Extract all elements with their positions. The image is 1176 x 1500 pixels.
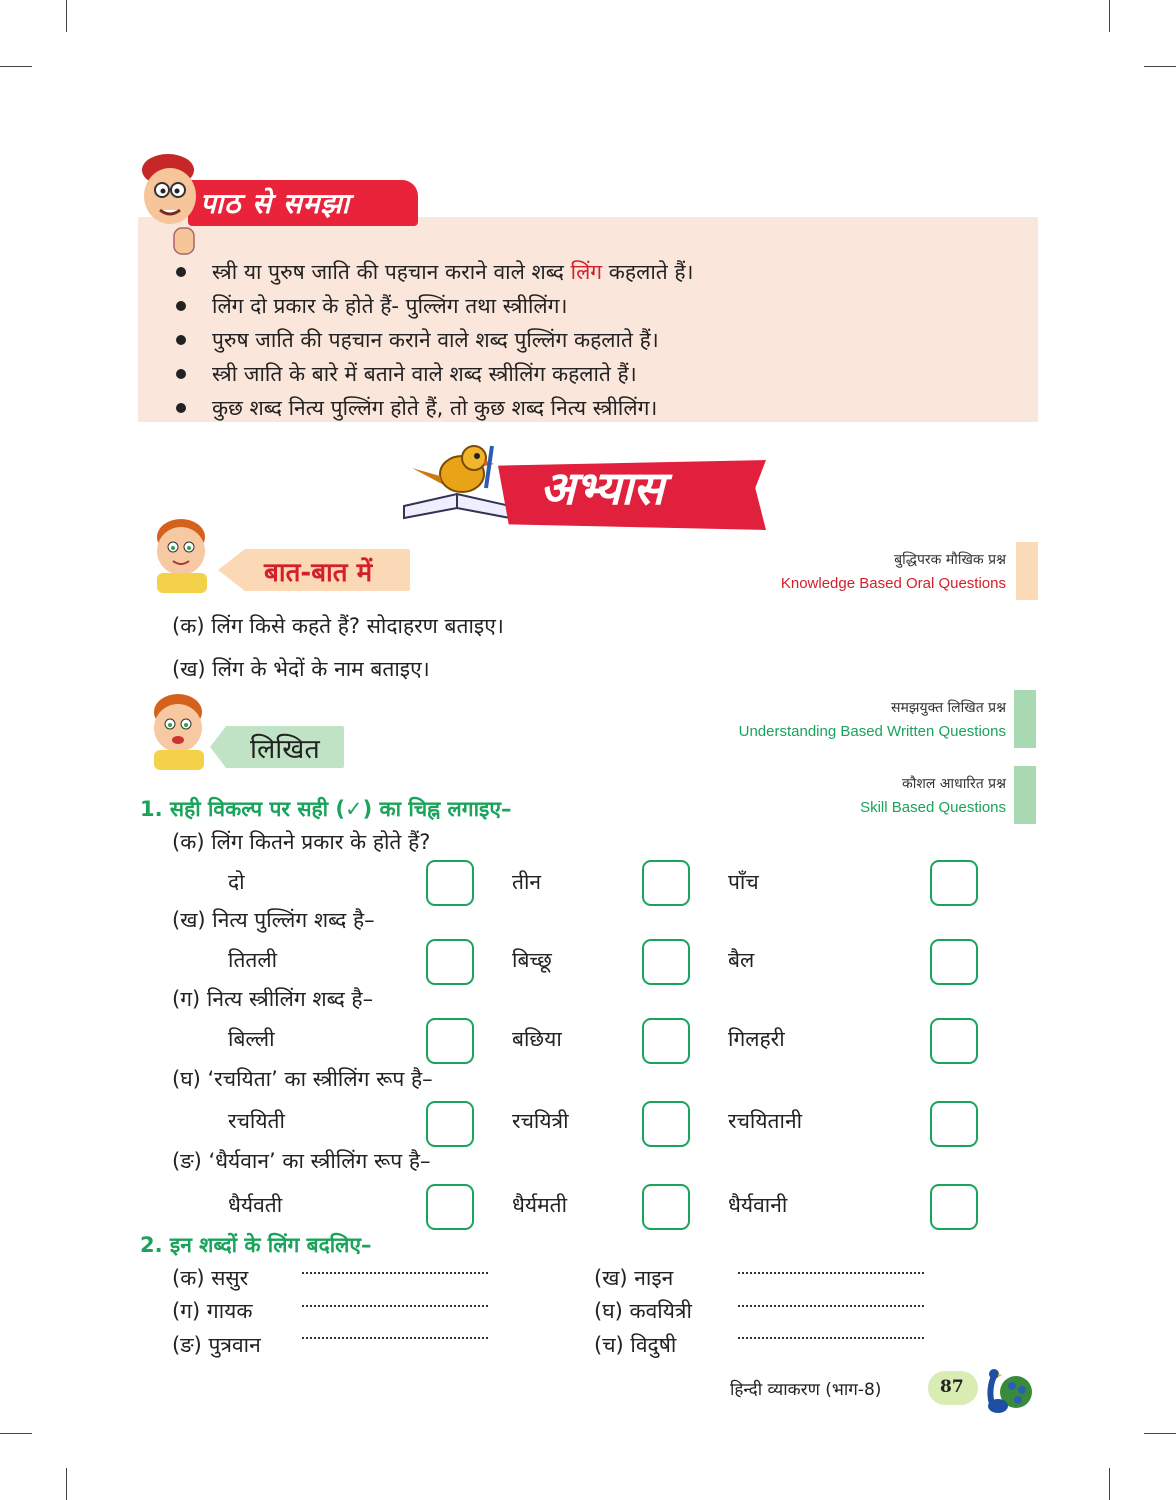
answer-blank[interactable] [302,1303,488,1307]
bullet-text: कुछ शब्द नित्य पुल्लिंग होते हैं, तो कुछ शब्द नित्य स्त्रीलिंग। [212,396,658,420]
question-text: ‘धैर्यवान’ का स्त्रीलिंग रूप है– [208,1149,431,1173]
summary-bullet [170,391,694,425]
answer-blank[interactable] [738,1335,924,1339]
bullet-text: लिंग दो प्रकार के होते हैं- पुल्लिंग तथा स्त्रीलिंग। [212,294,568,318]
question-marker: (च) [594,1333,624,1357]
question-text: नित्य स्त्रीलिंग शब्द है– [206,987,374,1011]
bullet-text: पुरुष जाति की पहचान कराने वाले शब्द पुल्लिंग कहलाते हैं। [212,328,659,352]
answer-checkbox[interactable] [426,1018,474,1064]
crop-mark [1109,0,1110,32]
word-text: पुत्रवान [208,1333,261,1357]
question-marker: (ग) [172,987,201,1011]
answer-blank[interactable] [302,1270,488,1274]
skill-type-hindi: कौशल आधारित प्रश्न [901,776,1006,792]
option-label: तीन [512,870,542,894]
q1-item [172,1147,431,1175]
book-title: हिन्दी व्याकरण (भाग-8) [730,1380,882,1400]
q2-heading: 2. इन शब्दों के लिंग बदलिए– [140,1233,372,1257]
option-label: धैर्यमती [512,1193,568,1217]
oral-type-hindi: बुद्धिपरक मौखिक प्रश्न [894,552,1006,568]
summary-title: पाठ से समझा [200,187,350,220]
q2-item [172,1331,261,1359]
option-label: बिच्छू [512,948,552,972]
bullet-dot-icon [176,403,186,413]
word-text: गायक [206,1299,253,1323]
option-label: धैर्यवानी [728,1193,788,1217]
oral-type-english: Knowledge Based Oral Questions [780,575,1006,592]
answer-checkbox[interactable] [930,860,978,906]
answer-checkbox[interactable] [426,939,474,985]
answer-checkbox[interactable] [426,1101,474,1147]
question-marker: (ख) [594,1266,628,1290]
word-text: कवयित्री [629,1299,692,1323]
oral-side-bar [1016,542,1038,600]
crop-mark [1144,1433,1176,1434]
answer-checkbox[interactable] [930,1101,978,1147]
q1-item [172,906,375,934]
option-label: धैर्यवती [228,1193,283,1217]
q2-item [594,1297,692,1325]
written-section-title: लिखित [250,734,320,765]
question-marker: (क) [172,830,205,854]
option-label: गिलहरी [728,1027,785,1051]
written-type-english: Understanding Based Written Questions [738,723,1006,740]
oral-question-type [781,550,1006,592]
option-label: रचयित्री [512,1109,569,1133]
written-type-hindi: समझयुक्त लिखित प्रश्न [891,700,1006,716]
summary-bullet [170,357,694,391]
written-question-type [739,698,1006,740]
answer-checkbox[interactable] [426,1184,474,1230]
answer-checkbox[interactable] [642,1018,690,1064]
q1-heading: 1. सही विकल्प पर सही (✓) का चिह्न लगाइए– [140,797,512,821]
oral-section-title: बात-बात में [264,558,373,588]
skill-side-bar [1014,766,1036,824]
q1-item [172,828,430,856]
answer-checkbox[interactable] [642,1184,690,1230]
page-number: 87 [940,1377,964,1397]
question-marker: (ङ) [172,1333,202,1357]
word-text: ससुर [211,1266,249,1290]
summary-bullet [170,255,694,289]
skill-type-english: Skill Based Questions [860,799,1006,816]
cartoon-boy-oral-illustration [143,515,223,593]
summary-list [170,255,694,425]
question-text: नित्य पुल्लिंग शब्द है– [212,908,375,932]
question-marker: (ख) [172,908,206,932]
crop-mark [0,66,32,67]
option-label: पाँच [728,870,759,894]
crop-mark [1109,1468,1110,1500]
question-text: लिंग के भेदों के नाम बताइए। [212,657,430,681]
bullet-text-end: कहलाते हैं। [602,260,694,284]
bullet-dot-icon [176,335,186,345]
answer-checkbox[interactable] [642,860,690,906]
option-label: दो [228,870,245,894]
question-marker: (ङ) [172,1149,202,1173]
oral-question [172,655,430,683]
practice-title: अभ्यास [540,461,664,515]
cartoon-boy-illustration [130,148,210,260]
question-marker: (क) [172,1266,205,1290]
oral-question [172,612,504,640]
cartoon-boy-written-illustration [140,690,220,770]
answer-checkbox[interactable] [930,939,978,985]
question-text: लिंग किसे कहते हैं? सोदाहरण बताइए। [211,614,504,638]
option-label: तितली [228,948,278,972]
highlight-term: लिंग [570,260,603,284]
option-label: रचयितानी [728,1109,803,1133]
q1-item [172,1065,433,1093]
answer-blank[interactable] [738,1270,924,1274]
bullet-dot-icon [176,267,186,277]
q1-item [172,985,373,1013]
question-text: लिंग कितने प्रकार के होते हैं? [211,830,431,854]
question-marker: (घ) [594,1299,623,1323]
answer-blank[interactable] [302,1335,488,1339]
question-marker: (क) [172,614,205,638]
bullet-dot-icon [176,301,186,311]
bullet-text: स्त्री जाति के बारे में बताने वाले शब्द स्त्रीलिंग कहलाते हैं। [212,362,637,386]
answer-checkbox[interactable] [642,1101,690,1147]
bullet-text: स्त्री या पुरुष जाति की पहचान कराने वाले शब्द [212,260,571,284]
q2-item [172,1297,252,1325]
skill-question-type [860,774,1006,816]
crop-mark [66,1468,67,1500]
question-text: ‘रचयिता’ का स्त्रीलिंग रूप है– [207,1067,433,1091]
crop-mark [0,1433,32,1434]
peacock-icon [978,1362,1034,1416]
q2-item [594,1264,673,1292]
answer-checkbox[interactable] [930,1018,978,1064]
q2-item [172,1264,248,1292]
answer-checkbox[interactable] [426,860,474,906]
question-marker: (ग) [172,1299,201,1323]
crop-mark [1144,66,1176,67]
option-label: बछिया [512,1027,562,1051]
summary-bullet [170,323,694,357]
option-label: बिल्ली [228,1027,275,1051]
summary-bullet [170,289,694,323]
crop-mark [66,0,67,32]
word-text: नाइन [634,1266,674,1290]
question-marker: (ख) [172,657,206,681]
word-text: विदुषी [630,1333,677,1357]
bullet-dot-icon [176,369,186,379]
written-side-bar [1014,690,1036,748]
question-marker: (घ) [172,1067,201,1091]
answer-checkbox[interactable] [930,1184,978,1230]
option-label: रचयिती [228,1109,285,1133]
answer-checkbox[interactable] [642,939,690,985]
option-label: बैल [728,948,755,972]
q2-item [594,1331,676,1359]
answer-blank[interactable] [738,1303,924,1307]
